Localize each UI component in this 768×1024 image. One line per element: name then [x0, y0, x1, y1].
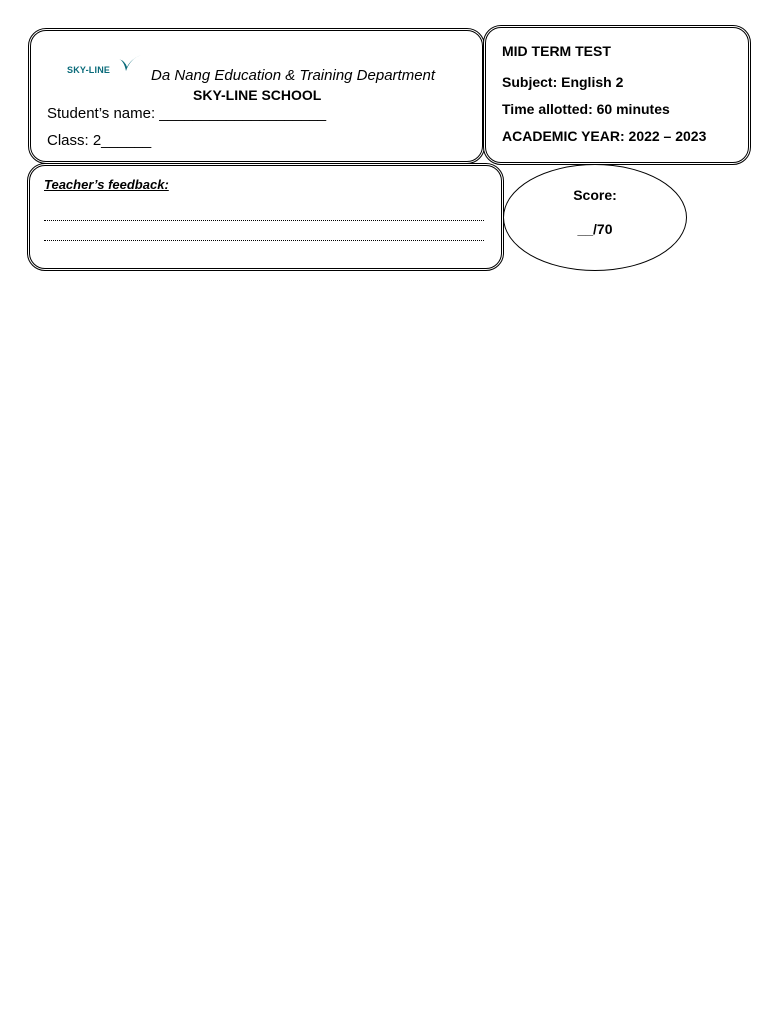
test-title: MID TERM TEST: [502, 43, 611, 59]
student-name-field: Student’s name: ____________________: [47, 105, 327, 122]
school-logo: [67, 53, 145, 79]
test-time-allotted: Time allotted: 60 minutes: [502, 101, 670, 117]
bird-logo-icon: [117, 53, 143, 75]
test-subject: Subject: English 2: [502, 74, 624, 90]
logo-text: SKY-LINE: [67, 65, 111, 75]
class-field: Class: 2______: [47, 132, 152, 149]
test-info-box: [483, 25, 751, 165]
academic-year: ACADEMIC YEAR: 2022 – 2023: [502, 128, 707, 144]
school-name: SKY-LINE SCHOOL: [193, 87, 322, 103]
feedback-dotted-line: [44, 220, 484, 221]
feedback-dotted-line: [44, 240, 484, 241]
score-ellipse: [503, 164, 687, 271]
feedback-label: Teacher’s feedback:: [44, 177, 169, 192]
score-label: Score:: [573, 187, 617, 203]
score-value: __/70: [577, 221, 613, 237]
department-name: Da Nang Education & Training Department: [151, 67, 436, 84]
school-header-box: [28, 28, 485, 164]
teacher-feedback-box: [27, 163, 504, 271]
